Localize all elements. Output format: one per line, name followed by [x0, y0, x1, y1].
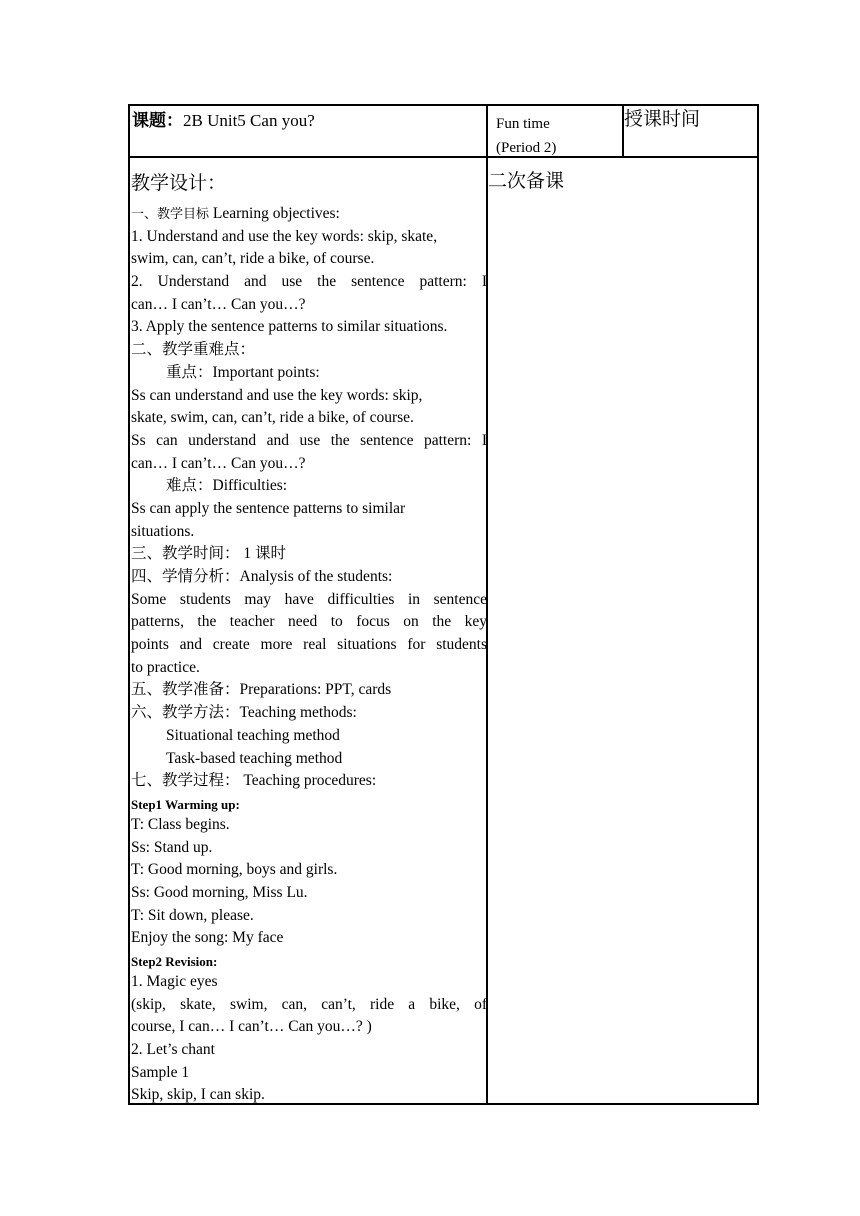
design-line: patterns, the teacher need to focus on the key [131, 613, 487, 631]
design-line: 重点：Important points: [166, 363, 320, 381]
design-line [131, 203, 487, 226]
design-line: Step1 Warming up: [131, 796, 240, 812]
design-line: (skip, skate, swim, can, can’t, ride a bike, of [131, 995, 487, 1013]
title-label: 课题： [132, 111, 183, 130]
objectives-text: Learning objectives: [209, 205, 340, 222]
teaching-design [131, 170, 487, 1107]
design-line: 1. Understand and use the key words: skip, skate, [131, 227, 438, 245]
design-line: 3. Apply the sentence patterns to similar situations. [131, 318, 448, 336]
fun-time-cell [496, 112, 556, 160]
design-line: 七、教学过程： Teaching procedures: [131, 772, 377, 790]
design-line: can… I can’t… Can you…? [131, 454, 306, 472]
header-row-line [130, 156, 757, 158]
design-line: Task-based teaching method [166, 749, 343, 767]
design-line: Ss: Good morning, Miss Lu. [131, 883, 308, 901]
design-line: Ss: Stand up. [131, 838, 213, 856]
design-line: 1. Magic eyes [131, 973, 218, 990]
design-line: Step2 Revision: [131, 954, 218, 969]
fun-time-line2: (Period 2) [496, 140, 557, 156]
design-line: Some students may have difficulties in sentence [131, 590, 487, 608]
design-line: Skip, skip, I can skip. [131, 1086, 265, 1104]
design-line: Ss can apply the sentence patterns to similar [131, 499, 406, 517]
design-heading: 教学设计： [131, 173, 227, 194]
class-time-label: 授课时间 [624, 109, 701, 130]
design-line: Sample 1 [131, 1063, 190, 1081]
design-line: 2. Understand and use the sentence pattern: I [131, 273, 487, 291]
design-line: Ss can understand and use the sentence pattern: I [131, 431, 487, 449]
design-line: 五、教学准备：Preparations: PPT, cards [131, 681, 392, 699]
design-line: situations. [131, 522, 195, 540]
design-line: 四、学情分析：Analysis of the students: [131, 568, 393, 585]
design-line: swim, can, can’t, ride a bike, of course. [131, 250, 375, 268]
design-line: T: Good morning, boys and girls. [131, 861, 338, 879]
design-line: 难点：Difficulties: [166, 477, 288, 495]
second-prep-label: 二次备课 [488, 171, 565, 192]
title-value: 2B Unit5 Can you? [183, 111, 315, 130]
design-line: 三、教学时间： 1 课时 [131, 545, 287, 563]
design-line: T: Class begins. [131, 815, 230, 833]
design-line: T: Sit down, please. [131, 906, 254, 924]
lesson-title [132, 110, 315, 132]
objectives-prefix: 一、教学目标 [131, 206, 210, 221]
design-line: Ss can understand and use the key words: skip, [131, 386, 423, 404]
design-line: Situational teaching method [166, 726, 340, 744]
design-line: skate, swim, can, can’t, ride a bike, of course. [131, 409, 414, 427]
design-line: Enjoy the song: My face [131, 929, 284, 947]
design-line: 六、教学方法：Teaching methods: [131, 704, 357, 722]
design-lines [131, 203, 487, 1107]
fun-time-line1: Fun time [496, 116, 550, 132]
lesson-plan-table [128, 104, 759, 1105]
design-line: course, I can… I can’t… Can you…? ) [131, 1018, 372, 1036]
design-line: points and create more real situations for students [131, 636, 487, 654]
design-line: 2. Let’s chant [131, 1041, 215, 1059]
design-line: to practice. [131, 658, 200, 676]
design-line: 二、教学重难点： [131, 341, 256, 359]
design-line: can… I can’t… Can you…? [131, 295, 306, 313]
